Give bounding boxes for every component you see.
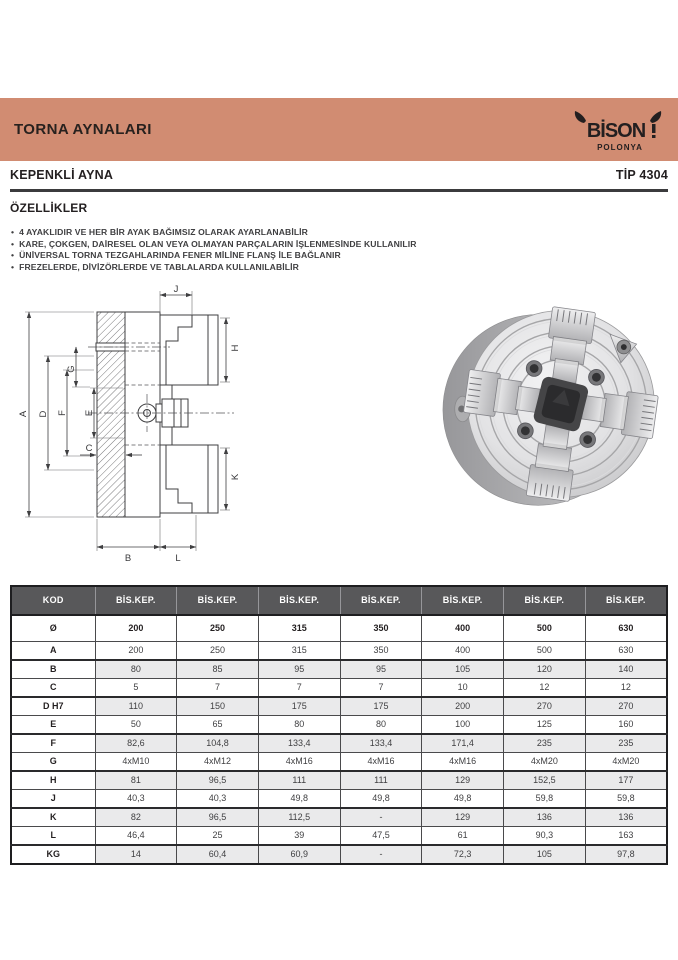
- logo-bar: [652, 124, 656, 133]
- row-label: D H7: [11, 697, 95, 716]
- table-cell: 129: [422, 808, 504, 827]
- col-header-brand: BİS.KEP.: [177, 586, 259, 615]
- row-label: Ø: [11, 615, 95, 642]
- figures-row: [0, 283, 678, 583]
- table-cell: -: [340, 845, 422, 864]
- bison-logo-icon: [572, 110, 664, 154]
- table-cell: 4xM20: [585, 753, 667, 772]
- col-header-brand: BİS.KEP.: [504, 586, 586, 615]
- table-cell: 40,3: [95, 790, 177, 809]
- table-cell: 82: [95, 808, 177, 827]
- table-cell: -: [340, 808, 422, 827]
- dim-label-g: G: [66, 365, 77, 373]
- feature-item: • ÜNİVERSAL TORNA TEZGAHLARINDA FENER MİLİNE FLANŞ İLE BAĞLANIR: [11, 250, 417, 262]
- table-cell: 175: [258, 697, 340, 716]
- table-cell: 80: [95, 660, 177, 679]
- table-cell: 200: [95, 642, 177, 661]
- table-cell: 100: [422, 716, 504, 735]
- table-cell: 111: [340, 771, 422, 790]
- table-cell: 46,4: [95, 827, 177, 846]
- table-cell: 60,4: [177, 845, 259, 864]
- table-cell: 96,5: [177, 808, 259, 827]
- table-cell: 7: [258, 679, 340, 698]
- table-cell: 150: [177, 697, 259, 716]
- dim-label-c: C: [85, 443, 93, 454]
- table-cell: 171,4: [422, 734, 504, 753]
- spec-table: [10, 585, 668, 865]
- dim-label-e: E: [84, 409, 95, 417]
- table-cell: 133,4: [258, 734, 340, 753]
- spec-table-body: [11, 615, 667, 864]
- table-cell: 163: [585, 827, 667, 846]
- table-cell: 81: [95, 771, 177, 790]
- dim-label-f: F: [57, 410, 68, 416]
- dim-label-j: J: [173, 284, 179, 295]
- divider: [10, 189, 668, 192]
- table-cell: 95: [340, 660, 422, 679]
- table-row: [11, 734, 667, 753]
- table-cell: 270: [504, 697, 586, 716]
- table-cell: 400: [422, 642, 504, 661]
- table-cell: 14: [95, 845, 177, 864]
- features-list: [11, 227, 417, 273]
- table-cell: 82,6: [95, 734, 177, 753]
- row-label: KG: [11, 845, 95, 864]
- product-name: KEPENKLİ AYNA: [10, 168, 114, 182]
- dim-label-l: L: [175, 553, 181, 564]
- table-row: [11, 642, 667, 661]
- table-cell: 4xM10: [95, 753, 177, 772]
- table-cell: 47,5: [340, 827, 422, 846]
- table-cell: 315: [258, 615, 340, 642]
- table-cell: 49,8: [340, 790, 422, 809]
- row-label: G: [11, 753, 95, 772]
- table-cell: 250: [177, 642, 259, 661]
- table-cell: 200: [95, 615, 177, 642]
- table-cell: 630: [585, 615, 667, 642]
- row-label: A: [11, 642, 95, 661]
- table-cell: 12: [585, 679, 667, 698]
- table-row: [11, 808, 667, 827]
- table-cell: 96,5: [177, 771, 259, 790]
- table-cell: 105: [422, 660, 504, 679]
- row-label: L: [11, 827, 95, 846]
- table-cell: 111: [258, 771, 340, 790]
- col-header-brand: BİS.KEP.: [340, 586, 422, 615]
- table-cell: 315: [258, 642, 340, 661]
- table-cell: 39: [258, 827, 340, 846]
- table-cell: 97,8: [585, 845, 667, 864]
- brand-country: POLONYA: [597, 143, 643, 152]
- table-row: [11, 771, 667, 790]
- product-photo: [436, 291, 674, 523]
- table-cell: 59,8: [504, 790, 586, 809]
- table-cell: 80: [258, 716, 340, 735]
- table-cell: 72,3: [422, 845, 504, 864]
- table-row: [11, 716, 667, 735]
- table-cell: 5: [95, 679, 177, 698]
- table-cell: 4xM16: [258, 753, 340, 772]
- table-cell: 10: [422, 679, 504, 698]
- table-cell: 235: [504, 734, 586, 753]
- table-row: [11, 790, 667, 809]
- row-label: K: [11, 808, 95, 827]
- header-band: [0, 98, 678, 161]
- dim-label-h: H: [230, 344, 241, 352]
- table-cell: 270: [585, 697, 667, 716]
- table-cell: 12: [504, 679, 586, 698]
- table-cell: 85: [177, 660, 259, 679]
- table-cell: 25: [177, 827, 259, 846]
- type-code: TİP 4304: [615, 168, 668, 182]
- table-cell: 136: [504, 808, 586, 827]
- chuck-section-outline: [96, 312, 218, 517]
- table-cell: 250: [177, 615, 259, 642]
- table-cell: 152,5: [504, 771, 586, 790]
- table-cell: 4xM12: [177, 753, 259, 772]
- dim-label-a: A: [18, 410, 29, 418]
- brand-name: BİSON: [586, 120, 646, 142]
- table-cell: 120: [504, 660, 586, 679]
- features-heading: ÖZELLİKLER: [10, 201, 88, 215]
- row-label: C: [11, 679, 95, 698]
- table-cell: 60,9: [258, 845, 340, 864]
- table-row: [11, 679, 667, 698]
- col-header-brand: BİS.KEP.: [95, 586, 177, 615]
- row-label: H: [11, 771, 95, 790]
- feature-item: • 4 AYAKLIDIR VE HER BİR AYAK BAĞIMSIZ OLARAK AYARLANABİLİR: [11, 227, 417, 239]
- col-header-kod: KOD: [11, 586, 95, 615]
- feature-item: • KARE, ÇOKGEN, DAİRESEL OLAN VEYA OLMAYAN PARÇALARIN İŞLENMESİNDE KULLANILIR: [11, 239, 417, 251]
- page-title: TORNA AYNALARI: [14, 121, 152, 138]
- spec-table-head: [11, 586, 667, 615]
- table-cell: 140: [585, 660, 667, 679]
- table-cell: 235: [585, 734, 667, 753]
- table-cell: 40,3: [177, 790, 259, 809]
- table-cell: 350: [340, 642, 422, 661]
- table-cell: 125: [504, 716, 586, 735]
- dim-label-b: B: [124, 553, 132, 564]
- table-cell: 7: [177, 679, 259, 698]
- row-label: F: [11, 734, 95, 753]
- table-cell: 400: [422, 615, 504, 642]
- col-header-brand: BİS.KEP.: [258, 586, 340, 615]
- table-cell: 49,8: [258, 790, 340, 809]
- feature-item: • FREZELERDE, DİVİZÖRLERDE VE TABLALARDA KULLANILABİLİR: [11, 262, 417, 274]
- table-cell: 65: [177, 716, 259, 735]
- subheader: [10, 168, 668, 182]
- table-cell: 4xM16: [422, 753, 504, 772]
- table-cell: 104,8: [177, 734, 259, 753]
- table-cell: 4xM16: [340, 753, 422, 772]
- brand-logo: [572, 110, 664, 159]
- table-row: [11, 615, 667, 642]
- row-label: B: [11, 660, 95, 679]
- table-cell: 4xM20: [504, 753, 586, 772]
- table-cell: 61: [422, 827, 504, 846]
- table-cell: 7: [340, 679, 422, 698]
- table-cell: 110: [95, 697, 177, 716]
- table-cell: 175: [340, 697, 422, 716]
- bull-horn-right-icon: [650, 111, 661, 123]
- logo-dot: [652, 135, 656, 138]
- row-label: J: [11, 790, 95, 809]
- table-cell: 105: [504, 845, 586, 864]
- table-row: [11, 827, 667, 846]
- table-cell: 80: [340, 716, 422, 735]
- table-row: [11, 697, 667, 716]
- dim-label-k: K: [230, 473, 241, 481]
- table-cell: 50: [95, 716, 177, 735]
- table-cell: 49,8: [422, 790, 504, 809]
- dim-label-d: D: [38, 410, 49, 418]
- table-cell: 160: [585, 716, 667, 735]
- table-cell: 90,3: [504, 827, 586, 846]
- table-cell: 59,8: [585, 790, 667, 809]
- table-row: [11, 660, 667, 679]
- col-header-brand: BİS.KEP.: [422, 586, 504, 615]
- table-cell: 129: [422, 771, 504, 790]
- table-cell: 112,5: [258, 808, 340, 827]
- table-cell: 500: [504, 615, 586, 642]
- table-cell: 630: [585, 642, 667, 661]
- table-cell: 95: [258, 660, 340, 679]
- table-cell: 200: [422, 697, 504, 716]
- row-label: E: [11, 716, 95, 735]
- table-cell: 133,4: [340, 734, 422, 753]
- table-row: [11, 845, 667, 864]
- technical-drawing: [10, 283, 246, 579]
- table-row: [11, 753, 667, 772]
- table-cell: 350: [340, 615, 422, 642]
- table-cell: 177: [585, 771, 667, 790]
- table-cell: 500: [504, 642, 586, 661]
- col-header-brand: BİS.KEP.: [585, 586, 667, 615]
- table-cell: 136: [585, 808, 667, 827]
- bull-horn-left-icon: [575, 111, 586, 123]
